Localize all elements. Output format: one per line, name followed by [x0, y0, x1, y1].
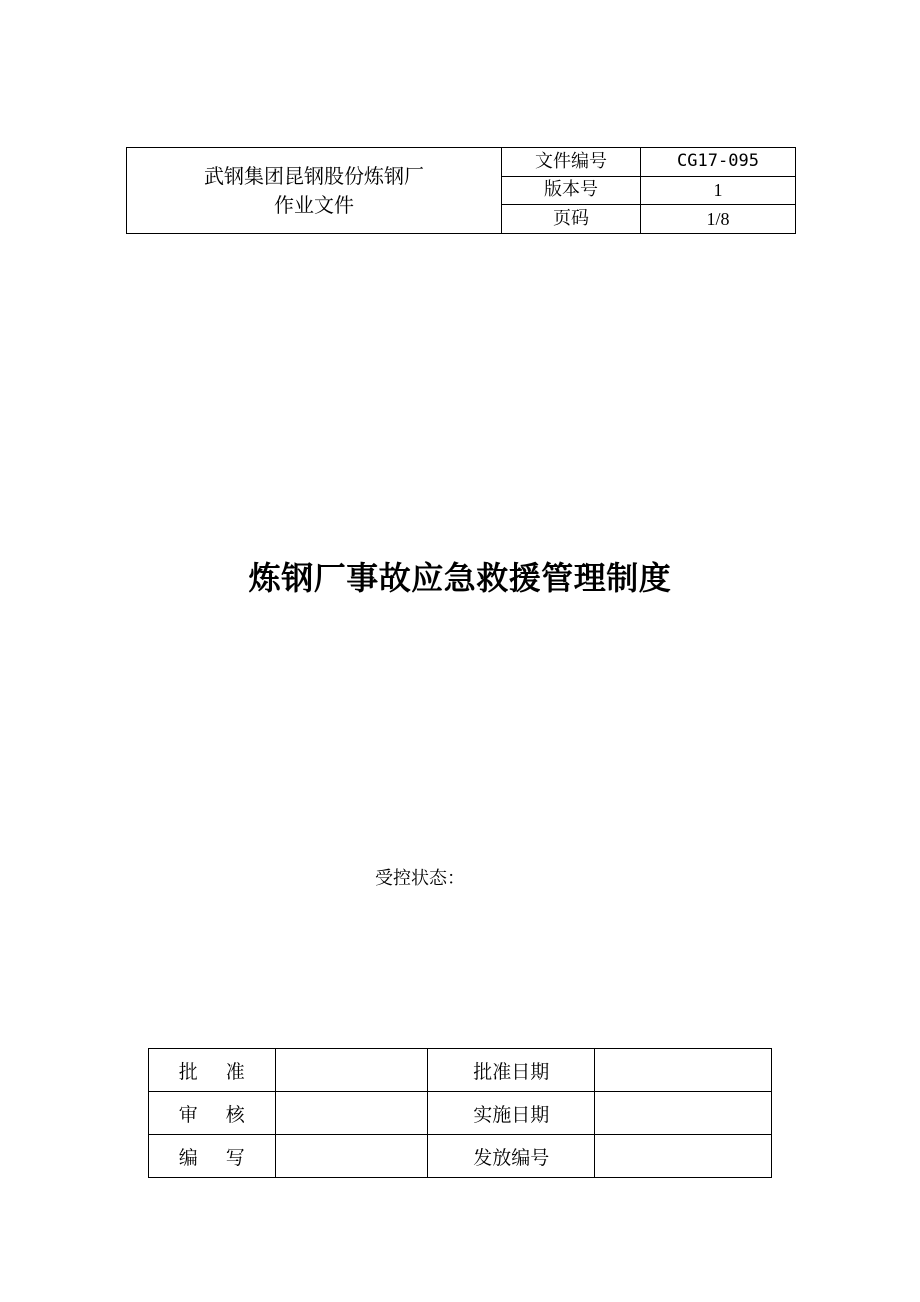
author-name-field [275, 1135, 428, 1178]
document-title: 炼钢厂事故应急救援管理制度 [248, 559, 672, 597]
document-header-table [126, 147, 796, 234]
approver-role-char-2: 准 [225, 1060, 245, 1083]
approver-role-label [149, 1049, 276, 1092]
file-number-label: 文件编号 [502, 148, 641, 177]
header-row-file-number [127, 148, 796, 177]
approval-row-author [149, 1135, 772, 1178]
organization-name: 武钢集团昆钢股份炼钢厂 [204, 163, 424, 188]
reviewer-role-char-1: 审 [178, 1103, 198, 1126]
approval-date-label: 批准日期 [428, 1049, 595, 1092]
page-number-value: 1/8 [641, 205, 796, 234]
approval-date-field [595, 1049, 772, 1092]
distribution-number-field [595, 1135, 772, 1178]
control-status-label: 受控状态： [375, 868, 465, 889]
approval-table [148, 1048, 772, 1178]
file-number-value: CG17-095 [641, 148, 796, 177]
reviewer-name-field [275, 1092, 428, 1135]
implementation-date-label: 实施日期 [428, 1092, 595, 1135]
author-role-label [149, 1135, 276, 1178]
approval-row-approve [149, 1049, 772, 1092]
implementation-date-field [595, 1092, 772, 1135]
reviewer-role-char-2: 核 [225, 1103, 245, 1126]
author-role-char-2: 写 [225, 1146, 245, 1169]
document-category: 作业文件 [274, 192, 354, 217]
page-number-label: 页码 [502, 205, 641, 234]
version-label: 版本号 [502, 176, 641, 205]
approval-row-review [149, 1092, 772, 1135]
author-role-char-1: 编 [178, 1146, 198, 1169]
distribution-number-label: 发放编号 [428, 1135, 595, 1178]
approver-name-field [275, 1049, 428, 1092]
version-value: 1 [641, 176, 796, 205]
approver-role-char-1: 批 [178, 1060, 198, 1083]
organization-name-cell [127, 148, 502, 234]
reviewer-role-label [149, 1092, 276, 1135]
